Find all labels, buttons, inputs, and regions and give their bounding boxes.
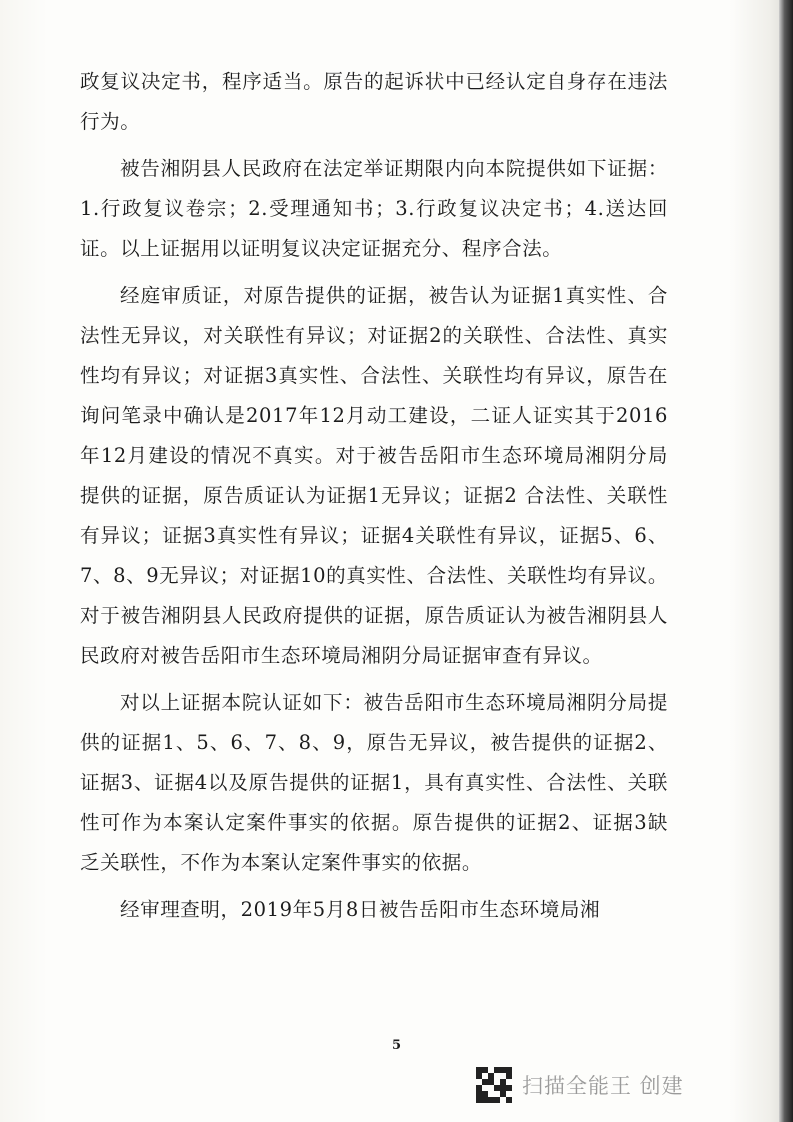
scanner-watermark [476, 1063, 684, 1107]
paragraph-2: 被告湘阴县人民政府在法定举证期限内向本院提供如下证据：1.行政复议卷宗；2.受理通知书；3.行政复议决定书；4.送达回证。以上证据用以证明复议决定证据充分、程序合法。 [80, 157, 668, 260]
document-body [80, 62, 668, 937]
scan-edge-shadow [779, 0, 793, 1122]
paragraph-4: 对以上证据本院认证如下：被告岳阳市生态环境局湘阴分局提供的证据1、5、6、7、8、9，原告无异议，被告提供的证据2、证据3、证据4以及原告提供的证据1，具有真实性、合法性、关联性可作为本案认定案件事实的依据。原告提供的证据2、证据3缺乏关联性，不作为本案认定案件事实的依据。 [80, 691, 668, 874]
paragraph-3: 经庭审质证，对原告提供的证据，被告认为证据1真实性、合法性无异议，对关联性有异议；对证据2的关联性、合法性、真实性均有异议；对证据3真实性、合法性、关联性均有异议，原告在询问笔录中确认是2017年12月动工建设，二证人证实其于2016年12月建设的情况不真实。对于被告岳阳市生态环境局湘阴分局提供的证据，原告质证认为证据1无异议；证据2 合法性、关联性有异议；证据3真实性有异议；证据4关联性有异议，证据5、6、7、8、9无异议；对证据10的真实性、合法性、关联性均有异议。对于被告湘阴县人民政府提供的证据，原告质证认为被告湘阴县人民政府对被告岳阳市生态环境局湘阴分局证据审查有异议。 [80, 284, 668, 667]
watermark-text: 扫描全能王 创建 [522, 1074, 684, 1098]
paragraph-5: 经审理查明，2019年5月8日被告岳阳市生态环境局湘 [120, 898, 601, 921]
page-number: 5 [391, 1038, 402, 1053]
paragraph-1: 政复议决定书，程序适当。原告的起诉状中已经认定自身存在违法行为。 [80, 70, 668, 133]
qr-code-icon [476, 1067, 512, 1103]
